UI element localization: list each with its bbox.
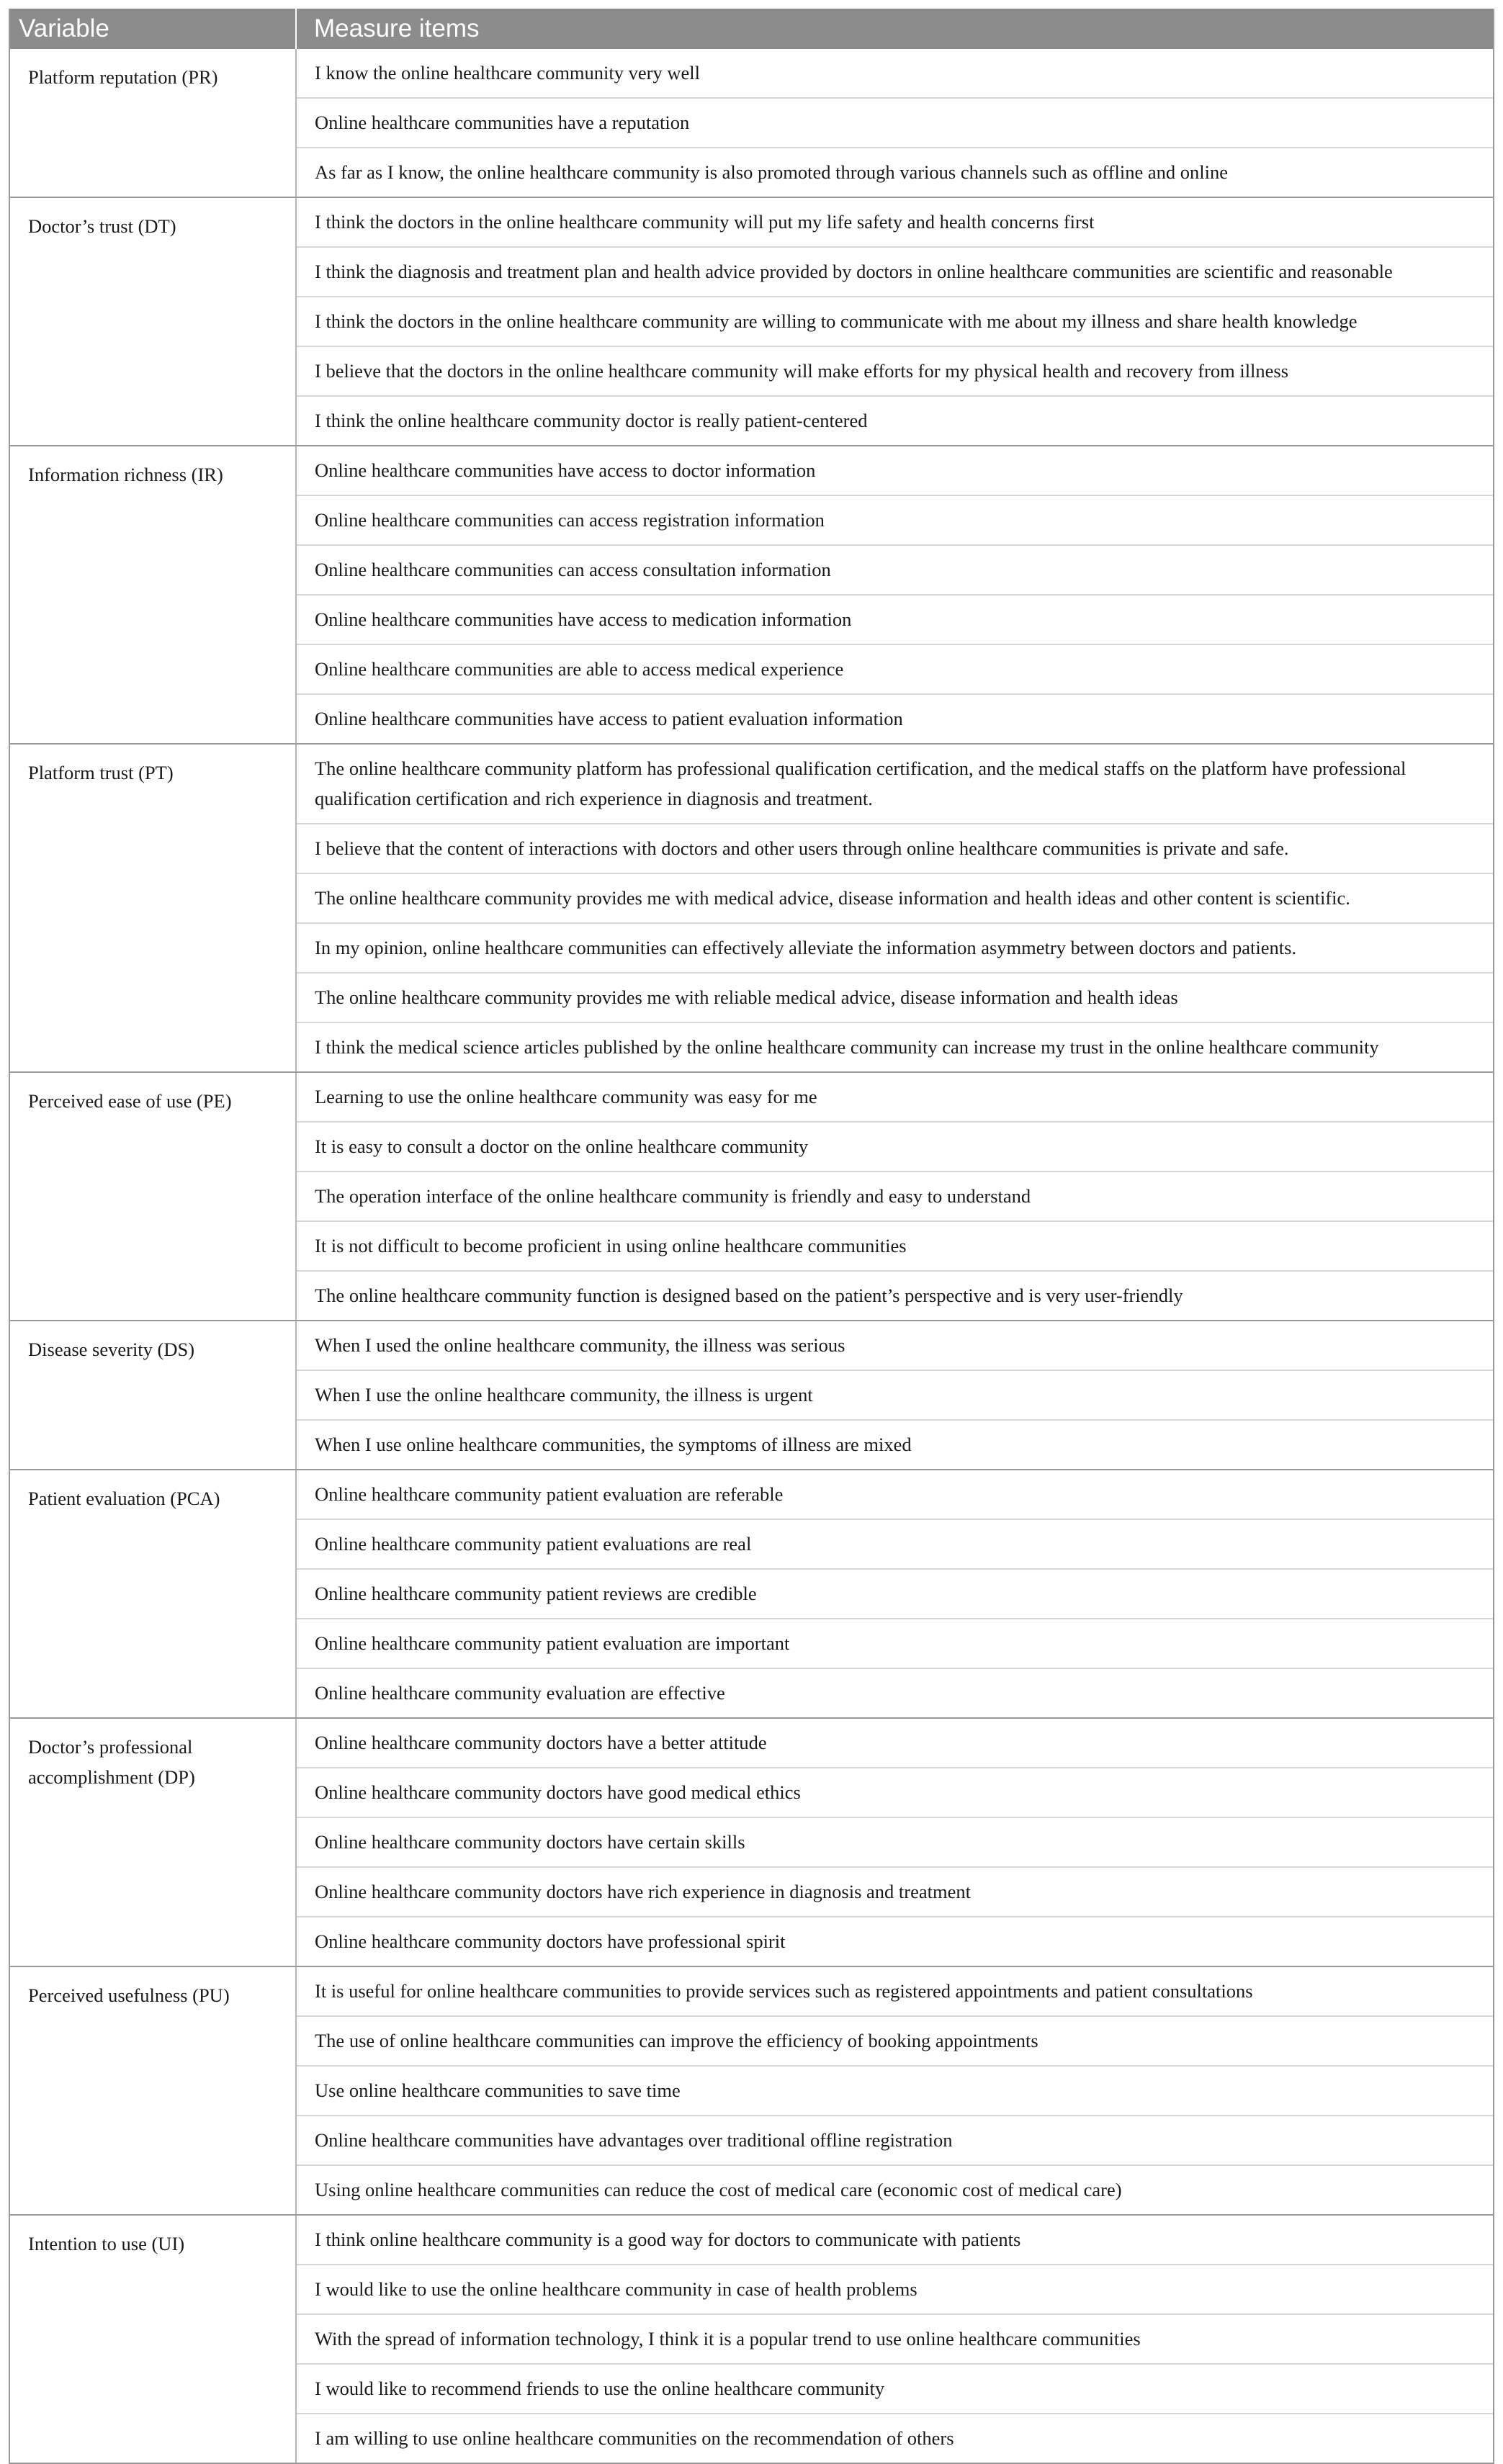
table-body	[10, 49, 1493, 2463]
measure-item: Use online healthcare communities to save time	[297, 2065, 1493, 2115]
variable-cell: Doctor’s professional accomplishment (DP)	[10, 1719, 297, 1966]
measure-item: I think the doctors in the online healthcare community are willing to communicate with me about my illness and share health knowledge	[297, 296, 1493, 346]
measure-item: With the spread of information technology, I think it is a popular trend to use online healthcare communities	[297, 2314, 1493, 2363]
measure-item: Online healthcare community doctors have professional spirit	[297, 1916, 1493, 1966]
measure-item: Online healthcare communities have access to doctor information	[315, 459, 816, 481]
variable-cell: Perceived usefulness (PU)	[10, 1967, 297, 2214]
measure-items-cell	[297, 49, 1493, 197]
table-row-group	[10, 1717, 1493, 1966]
measure-item: Online healthcare communities have advantages over traditional offline registration	[297, 2115, 1493, 2164]
measure-item: Online healthcare community doctors have certain skills	[297, 1817, 1493, 1866]
measure-item: Online healthcare community doctors have good medical ethics	[297, 1767, 1493, 1817]
measure-items-cell	[297, 1321, 1493, 1469]
measure-items-cell	[297, 1073, 1493, 1320]
measure-item: Online healthcare community doctors have a better attitude	[315, 1732, 767, 1753]
table-row-group	[10, 1071, 1493, 1320]
variable-cell: Perceived ease of use (PE)	[10, 1073, 297, 1320]
measure-item: I think the doctors in the online healthcare community will put my life safety and health concerns first	[315, 211, 1095, 233]
measure-item: I think the online healthcare community doctor is really patient-centered	[297, 395, 1493, 445]
measure-item: It is not difficult to become proficient in using online healthcare communities	[297, 1220, 1493, 1270]
measure-item: Online healthcare communities can access registration information	[297, 495, 1493, 544]
measure-item: I know the online healthcare community very well	[315, 62, 700, 84]
variable-cell: Doctor’s trust (DT)	[10, 198, 297, 445]
header-measure-items: Measure items	[314, 14, 480, 42]
measure-item: I would like to use the online healthcare community in case of health problems	[297, 2264, 1493, 2314]
measure-item: Learning to use the online healthcare community was easy for me	[315, 1086, 817, 1107]
measure-items-cell	[297, 446, 1493, 743]
table-row-group	[10, 49, 1493, 197]
measure-item: When I use online healthcare communities, the symptoms of illness are mixed	[297, 1419, 1493, 1469]
table-row-group	[10, 1320, 1493, 1469]
table-row-group	[10, 1469, 1493, 1717]
measure-item: I would like to recommend friends to use the online healthcare community	[297, 2363, 1493, 2413]
measure-item: When I use the online healthcare community, the illness is urgent	[297, 1370, 1493, 1419]
measure-item: I believe that the content of interactions with doctors and other users through online healthcare communities is private and safe.	[297, 823, 1493, 873]
measure-items-cell	[297, 2216, 1493, 2463]
variable-cell: Information richness (IR)	[10, 446, 297, 743]
header-variable: Variable	[10, 9, 297, 49]
table-row-group	[10, 2214, 1493, 2463]
measure-item: The use of online healthcare communities can improve the efficiency of booking appointments	[297, 2015, 1493, 2065]
variable-cell: Disease severity (DS)	[10, 1321, 297, 1469]
measure-item: Online healthcare community evaluation are effective	[297, 1668, 1493, 1717]
variable-cell: Patient evaluation (PCA)	[10, 1470, 297, 1717]
measure-item: Online healthcare community patient reviews are credible	[297, 1568, 1493, 1618]
measure-items-cell	[297, 1470, 1493, 1717]
measure-item: Online healthcare communities are able to access medical experience	[297, 644, 1493, 693]
measure-item: I think the medical science articles published by the online healthcare community can increase my trust in the online healthcare community	[297, 1022, 1493, 1071]
measure-item: Online healthcare communities have access to medication information	[297, 594, 1493, 644]
measure-item: Online healthcare community patient evaluation are important	[297, 1618, 1493, 1668]
measure-items-cell	[297, 1719, 1493, 1966]
variable-cell: Platform reputation (PR)	[10, 49, 297, 197]
measure-item: Online healthcare community patient evaluation are referable	[315, 1483, 784, 1505]
measure-item: In my opinion, online healthcare communities can effectively alleviate the information asymmetry between doctors and patients.	[297, 922, 1493, 972]
variable-cell: Platform trust (PT)	[10, 745, 297, 1071]
measure-items-cell	[297, 198, 1493, 445]
measure-item: I believe that the doctors in the online healthcare community will make efforts for my physical health and recovery from illness	[297, 346, 1493, 395]
measure-item: I think the diagnosis and treatment plan and health advice provided by doctors in online healthcare communities are scientific and reasonable	[297, 246, 1493, 296]
measure-item: Online healthcare communities have a reputation	[297, 97, 1493, 147]
measure-item: Online healthcare community doctors have rich experience in diagnosis and treatment	[297, 1866, 1493, 1916]
measure-items-table	[9, 9, 1494, 2464]
table-row-group	[10, 1966, 1493, 2214]
measure-item: The online healthcare community provides me with reliable medical advice, disease information and health ideas	[297, 972, 1493, 1022]
measure-item: Online healthcare communities can access consultation information	[297, 544, 1493, 594]
measure-item: The online healthcare community platform has professional qualification certification, and the medical staffs on the platform have professional qualification certification and rich experience in diagnosis and treatment.	[315, 757, 1406, 809]
measure-item: When I used the online healthcare community, the illness was serious	[315, 1334, 845, 1356]
measure-item: Online healthcare community patient evaluations are real	[297, 1519, 1493, 1568]
measure-items-cell	[297, 1967, 1493, 2214]
measure-item: The operation interface of the online healthcare community is friendly and easy to understand	[297, 1171, 1493, 1220]
table-row-group	[10, 445, 1493, 743]
measure-item: As far as I know, the online healthcare community is also promoted through various channels such as offline and online	[297, 147, 1493, 197]
measure-item: Online healthcare communities have access to patient evaluation information	[297, 693, 1493, 743]
measure-item: I think online healthcare community is a good way for doctors to communicate with patients	[315, 2229, 1021, 2250]
measure-item: I am willing to use online healthcare communities on the recommendation of others	[297, 2413, 1493, 2463]
table-header	[10, 9, 1493, 49]
measure-items-cell	[297, 745, 1493, 1071]
table-row-group	[10, 197, 1493, 445]
table-row-group	[10, 743, 1493, 1071]
measure-item: The online healthcare community provides me with medical advice, disease information and health ideas and other content is scientific.	[297, 873, 1493, 922]
variable-cell: Intention to use (UI)	[10, 2216, 297, 2463]
measure-item: Using online healthcare communities can reduce the cost of medical care (economic cost of medical care)	[297, 2164, 1493, 2214]
measure-item: It is useful for online healthcare communities to provide services such as registered appointments and patient consultations	[315, 1980, 1253, 2002]
measure-item: It is easy to consult a doctor on the online healthcare community	[297, 1121, 1493, 1171]
measure-item: The online healthcare community function is designed based on the patient’s perspective and is very user-friendly	[297, 1270, 1493, 1320]
